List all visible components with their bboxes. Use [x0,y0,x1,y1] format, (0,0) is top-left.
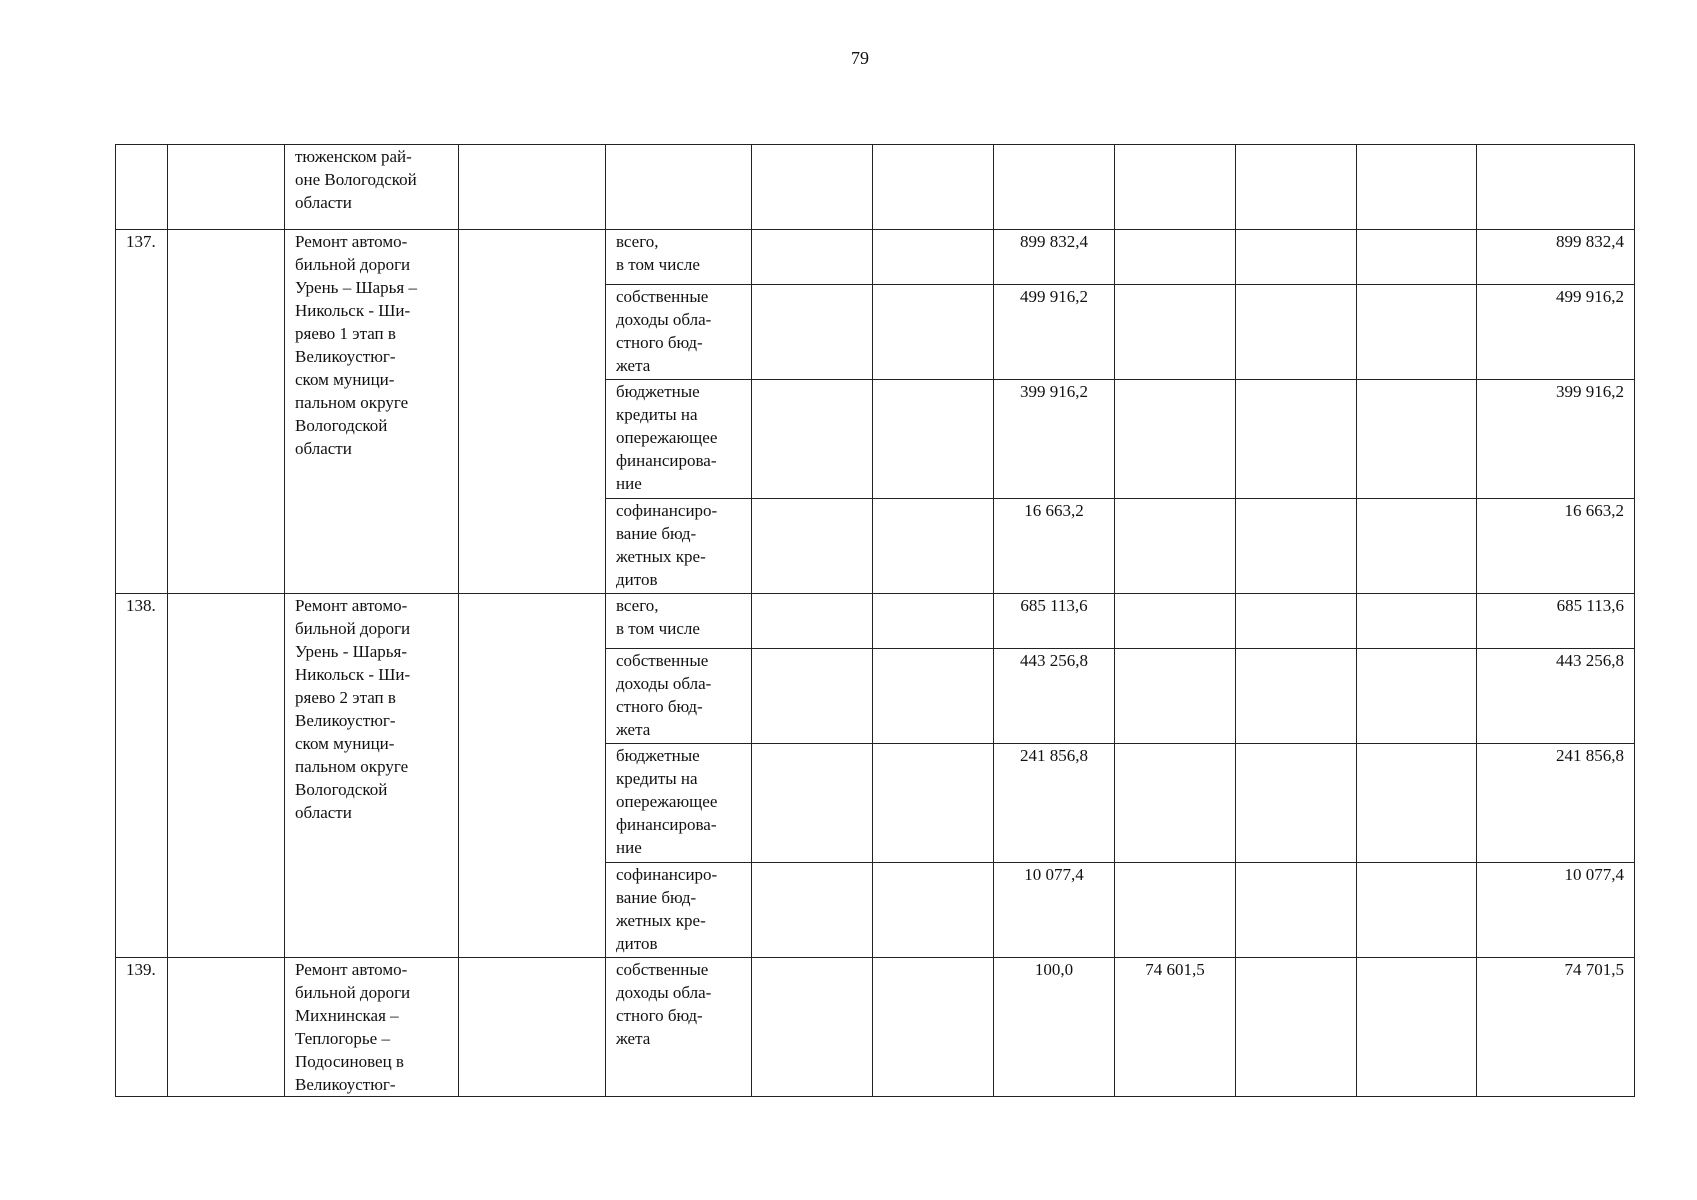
cell-number-text: 139. [126,960,156,979]
cell-total [1477,958,1635,1097]
cell-number [116,958,168,1097]
table-body [116,145,1635,1097]
cell-total-text: 899 832,4 [1556,232,1624,251]
cell-value [994,863,1115,958]
cell-number-text: 137. [126,232,156,251]
cell-total [1477,744,1635,863]
cell-total [1477,863,1635,958]
cell-object-text: Ремонт автомо- бильной дороги Михнинская – Теплогорье – Подосиновец в Великоустюг- [295,960,411,1094]
cell-source-text: бюджетные кредиты на опережающее финансирова- ние [616,382,718,493]
cell-empty [873,285,994,380]
cell-source [606,863,752,958]
cell-source [606,499,752,594]
cell-empty [459,958,606,1097]
cell-object [285,230,459,594]
table-row [116,594,1635,649]
cell-empty [873,499,994,594]
cell-source-text: софинансиро- вание бюд- жетных кре- дитов [616,501,718,589]
cell-value [1115,649,1236,744]
cell-value-text: 10 077,4 [1024,865,1084,884]
cell-object [285,594,459,958]
cell-value [1115,380,1236,499]
cell-empty [1357,285,1477,380]
cell-number [116,594,168,958]
cell-total-text: 443 256,8 [1556,651,1624,670]
cell-total [1477,230,1635,285]
cell-empty [752,380,873,499]
cell-empty [1236,285,1357,380]
cell-empty [752,649,873,744]
cell-value [1115,958,1236,1097]
cell-empty [1357,380,1477,499]
cell-source-text: бюджетные кредиты на опережающее финансирова- ние [616,746,718,857]
cell-empty [1477,145,1635,230]
cell-empty [752,863,873,958]
cell-empty [1357,230,1477,285]
cell-number [116,145,168,230]
cell-value [994,380,1115,499]
cell-source [606,285,752,380]
cell-object [285,145,459,230]
cell-empty [752,594,873,649]
cell-value [1115,285,1236,380]
cell-total [1477,285,1635,380]
cell-empty [752,145,873,230]
cell-value-text: 443 256,8 [1020,651,1088,670]
cell-total [1477,499,1635,594]
cell-empty [1236,230,1357,285]
cell-value [994,499,1115,594]
cell-value [1115,499,1236,594]
cell-empty [1236,380,1357,499]
cell-value-text: 499 916,2 [1020,287,1088,306]
cell-empty [873,230,994,285]
cell-value-text: 685 113,6 [1020,596,1088,615]
cell-number-text: 138. [126,596,156,615]
object-name: тюженском рай- оне Вологодской области [295,147,417,212]
cell-source-text: собственные доходы обла- стного бюд- жета [616,651,712,739]
cell-source-text: софинансиро- вание бюд- жетных кре- дитов [616,865,718,953]
cell-value [1115,230,1236,285]
cell-value-text: 100,0 [1034,960,1074,979]
cell-value [994,594,1115,649]
cell-code [168,230,285,594]
table-row [116,230,1635,285]
table-row-continuation [116,145,1635,230]
cell-value [994,230,1115,285]
cell-empty [752,230,873,285]
cell-empty [1357,863,1477,958]
cell-total-text: 10 077,4 [1564,865,1624,884]
cell-code [168,958,285,1097]
cell-empty [752,958,873,1097]
cell-source [606,649,752,744]
cell-empty [873,145,994,230]
cell-value [994,744,1115,863]
budget-table [115,144,1635,1097]
cell-source [606,958,752,1097]
cell-empty [1236,145,1357,230]
cell-source-text: собственные доходы обла- стного бюд- жета [616,960,712,1048]
cell-object [285,958,459,1097]
cell-code [168,145,285,230]
cell-empty [459,230,606,594]
cell-empty [752,285,873,380]
cell-empty [1357,649,1477,744]
cell-value [1115,594,1236,649]
cell-value-text: 399 916,2 [1020,382,1088,401]
cell-empty [752,499,873,594]
cell-total [1477,380,1635,499]
cell-empty [1236,649,1357,744]
cell-empty [1236,499,1357,594]
cell-empty [1357,958,1477,1097]
cell-source-text: всего, в том числе [616,596,700,638]
cell-empty [873,744,994,863]
cell-value-text: 241 856,8 [1020,746,1088,765]
cell-empty [1357,499,1477,594]
table-row [116,958,1635,1097]
cell-empty [1236,863,1357,958]
cell-empty [459,594,606,958]
cell-empty [873,380,994,499]
cell-source [606,230,752,285]
cell-value [994,285,1115,380]
cell-source [606,594,752,649]
cell-total-text: 16 663,2 [1564,501,1624,520]
cell-total-text: 399 916,2 [1556,382,1624,401]
cell-value-text: 74 601,5 [1145,960,1205,979]
cell-value [994,649,1115,744]
cell-source-text: всего, в том числе [616,232,700,274]
cell-total-text: 685 113,6 [1556,596,1624,615]
cell-empty [873,649,994,744]
cell-source [606,380,752,499]
cell-empty [1357,594,1477,649]
cell-empty [1236,958,1357,1097]
cell-empty [873,958,994,1097]
cell-value [1115,863,1236,958]
cell-value [1115,744,1236,863]
cell-empty [1357,744,1477,863]
cell-value-text: 16 663,2 [1024,501,1084,520]
cell-code [168,594,285,958]
cell-empty [994,145,1115,230]
cell-total [1477,649,1635,744]
cell-empty [1357,145,1477,230]
cell-total-text: 499 916,2 [1556,287,1624,306]
cell-source [606,744,752,863]
cell-number [116,230,168,594]
cell-source [606,145,752,230]
cell-empty [752,744,873,863]
cell-empty [1236,594,1357,649]
cell-value [994,958,1115,1097]
cell-object-text: Ремонт автомо- бильной дороги Урень – Шарья – Никольск - Ши- ряево 1 этап в Великоустюг- ском муници- пальном округе Вологодской области [295,232,417,458]
cell-source-text: собственные доходы обла- стного бюд- жета [616,287,712,375]
cell-empty [873,594,994,649]
cell-empty [873,863,994,958]
cell-object-text: Ремонт автомо- бильной дороги Урень - Шарья- Никольск - Ши- ряево 2 этап в Великоустюг- ском муници- пальном округе Вологодской области [295,596,411,822]
cell-empty [459,145,606,230]
cell-total [1477,594,1635,649]
cell-empty [1236,744,1357,863]
cell-total-text: 241 856,8 [1556,746,1624,765]
cell-total-text: 74 701,5 [1564,960,1624,979]
cell-empty [1115,145,1236,230]
page-number: 79 [851,48,869,68]
cell-value-text: 899 832,4 [1020,232,1088,251]
